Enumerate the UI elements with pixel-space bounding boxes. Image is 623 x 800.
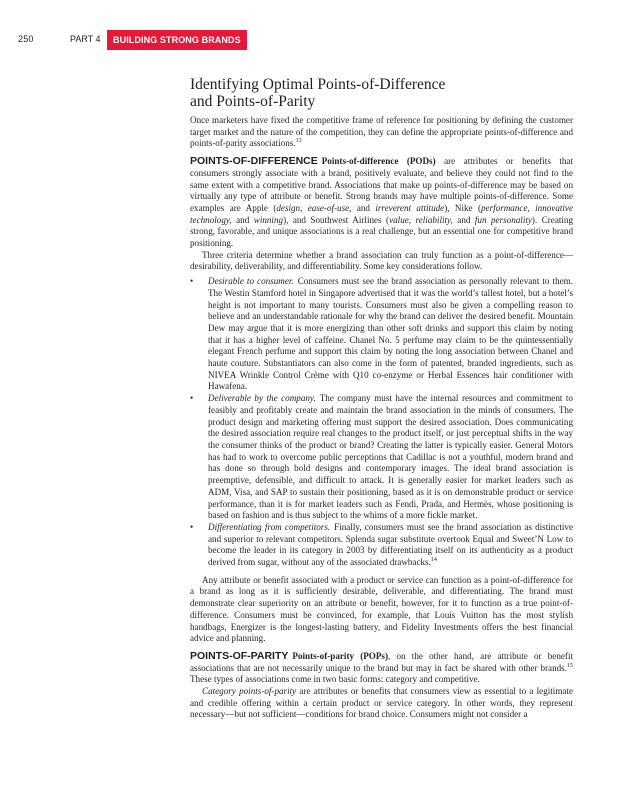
bullet-icon: • (190, 276, 194, 287)
pop-paragraph (190, 651, 573, 686)
criterion-lead: Deliverable by the company. (208, 393, 316, 404)
pod-body-b: ). Creating strong, favorable, and unique associations is a real challenge, but an essential one for competitive brand positioning. (190, 214, 574, 249)
section-title (190, 76, 573, 110)
intro-text: Once marketers have fixed the competitive frame of reference for positioning by defining the customer target market and the nature of the competition, they can define the appropriate points-of-difference and points-of-parity associations. (190, 115, 573, 149)
chapter-banner: BUILDING STRONG BRANDS (107, 30, 247, 50)
pod-closing-paragraph: Any attribute or benefit associated with a product or service can function as a point-of-difference for a brand as long as it is sufficiently desirable, deliverable, and differentiating. The brand must demonstrate clear superiority on an attribute or benefit, however, for it to function as a true point-of-difference. Consumers must be convinced, for example, that Louis Vuitton has the most stylish handbags, Energizer is the longest-lasting battery, and Fidelity Investments offers the best financial advice and planning. (190, 574, 573, 644)
nike-text: ), Nike ( (444, 202, 481, 213)
bullet-icon: • (190, 521, 194, 532)
category-pop-term: Category points-of-parity (202, 686, 297, 697)
apple-traits: design, ease-of-use, (276, 202, 352, 213)
pop-body-b: These types of associations come in two basic forms: category and competitive. (190, 674, 480, 685)
list-item (190, 522, 573, 569)
nike-traits: performance, innovative technology, (190, 202, 574, 225)
list-item (190, 393, 573, 522)
nike-trait-last: winning (253, 214, 284, 225)
pod-heading: POINTS-OF-DIFFERENCE (190, 155, 318, 168)
page-header (0, 30, 623, 52)
southwest-trait-last: fun personality (474, 214, 532, 225)
pop-term: Points-of-parity (POPs) (292, 650, 389, 661)
endnote-15: 15 (567, 662, 573, 669)
endnote-14: 14 (430, 556, 437, 563)
part-label: PART 4 (70, 34, 101, 44)
criterion-lead: Desirable to consumer. (208, 276, 294, 287)
southwest-traits: value, reliability, (389, 214, 453, 225)
apple-and: and (351, 202, 376, 213)
intro-paragraph (190, 115, 573, 150)
list-item (190, 276, 573, 393)
category-pop-text: are attributes or benefits that consumers view as essential to a legitimate and credible offering within a certain product or service category. In other words, they represent necessary—but not sufficient—conditions for brand choice. Consumers might not consider a (190, 686, 574, 720)
criterion-text: The company must have the internal resources and commitment to feasibly and profitably create and maintain the brand association in the minds of consumers. The product design and marketing offering must support the desired association. Does communicating the desired association require real changes to the product itself, or just perceptual shifts in the way the consumer thinks of the product or brand? Creating the latter is typically easier. General Motors has had to work to overcome public perceptions that Cadillac is not a youthful, modern brand and has done so through bold designs and contemporary images. The ideal brand association is preemptive, defensible, and difficult to attack. It is generally easier for market leaders such as ADM, Visa, and SAP to sustain their positioning, based as it is on demonstrable product or service performance, than it is for market leaders such as Fendi, Prada, and Hermès, whose positioning is based on fashion and is thus subject to the whims of a more fickle market. (208, 393, 573, 521)
pop-heading: POINTS-OF-PARITY (190, 649, 289, 662)
pod-paragraph (190, 156, 573, 250)
criteria-intro: Three criteria determine whether a brand association can truly function as a point-of-difference—desirability, deliverability, and differentiability. Some key considerations follow. (190, 249, 573, 272)
pod-body-a: are attributes or benefits that consumers strongly associate with a brand, positively evaluate, and believe they could not find to the same extent with a competitive brand. Associations that make up points-of-difference may be based on virtually any type of attribute or benefit. Strong brands may have multiple points-of-difference. Some examples are Apple ( (190, 156, 573, 213)
nike-and: and (231, 214, 254, 225)
section-title-line-2: and Points-of-Parity (190, 93, 316, 110)
page-number: 250 (18, 34, 34, 44)
section-title-line-1: Identifying Optimal Points-of-Difference (190, 76, 446, 93)
criteria-list (190, 276, 573, 569)
southwest-and: and (452, 214, 475, 225)
endnote-13: 13 (295, 138, 302, 145)
pop-body-a: , on the other hand, are attribute or benefit associations that are not necessarily unique to the brand but may in fact be shared with other brands. (190, 650, 573, 673)
page-body (190, 76, 573, 721)
criterion-lead: Differentiating from competitors. (208, 521, 331, 532)
pod-term: Points-of-difference (PODs) (321, 156, 436, 167)
criterion-text: Consumers must see the brand association as personally relevant to them. The Westin Stamford hotel in Singapore advertised that it was the world’s tallest hotel, but a hotel’s height is not important to many tourists. Consumers must also be given a compelling reason to believe and an understandable rationale for why the brand can deliver the desired benefit. Mountain Dew may argue that it is more energizing than other soft drinks and support this claim by noting that it has a higher level of caffeine. Chanel No. 5 perfume may claim to be the quintessentially elegant French perfume and support this claim by noting the long association between Chanel and haute couture. Substantiators can also come in the form of patented, branded ingredients, such as NIVEA Wrinkle Control Crème with Q10 co-enzyme or Herbal Essences hair conditioner with Hawafena. (208, 276, 573, 392)
apple-trait-last: irreverent attitude (375, 202, 445, 213)
criterion-text: Finally, consumers must see the brand association as distinctive and superior to relevant competitors. Splenda sugar substitute overtook Equal and Sweet’N Low to become the leader in its category in 2003 by differentiating itself on its authenticity as a product derived from sugar, without any of the associated drawbacks. (208, 521, 573, 568)
southwest-text: ), and Southwest Airlines ( (283, 214, 390, 225)
bullet-icon: • (190, 393, 194, 404)
category-pop-paragraph (190, 686, 573, 721)
